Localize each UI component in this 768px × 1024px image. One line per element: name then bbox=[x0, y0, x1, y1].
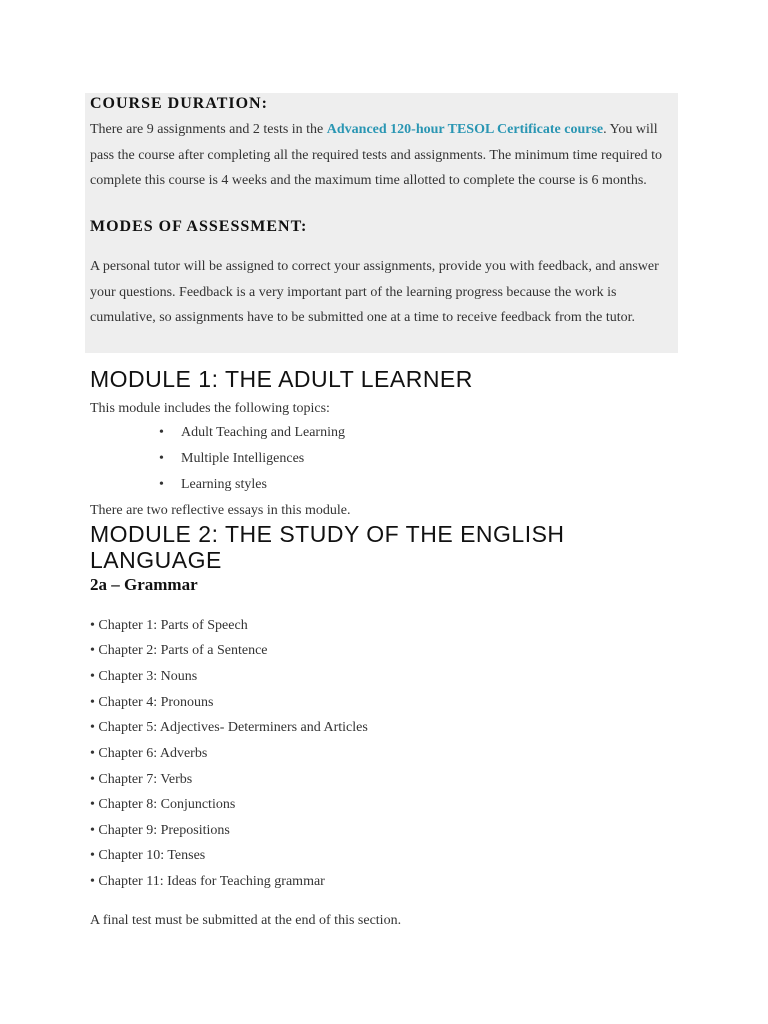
list-item: • Chapter 6: Adverbs bbox=[90, 746, 208, 761]
list-item: • Chapter 1: Parts of Speech bbox=[90, 618, 248, 633]
list-item: • Chapter 2: Parts of a Sentence bbox=[90, 643, 268, 658]
list-item: • Chapter 3: Nouns bbox=[90, 669, 198, 684]
list-item: • Chapter 11: Ideas for Teaching grammar bbox=[90, 874, 325, 889]
tesol-course-link[interactable]: Advanced 120-hour TESOL Certificate course bbox=[326, 122, 604, 137]
bullet-icon: • bbox=[159, 477, 164, 492]
topic-label: Multiple Intelligences bbox=[181, 451, 305, 466]
bullet-icon: • bbox=[159, 451, 164, 466]
topic-label: Learning styles bbox=[181, 477, 267, 492]
module2-final-note: A final test must be submitted at the end of this section. bbox=[90, 913, 402, 928]
module1-intro: This module includes the following topics: bbox=[90, 401, 330, 416]
module1-title: MODULE 1: THE ADULT LEARNER bbox=[90, 366, 473, 392]
module1-note: There are two reflective essays in this module. bbox=[90, 503, 351, 518]
list-item: • Chapter 10: Tenses bbox=[90, 848, 206, 863]
modes-of-assessment-paragraph: A personal tutor will be assigned to correct your assignments, provide you with feedback, and answer your questions. Feedback is a very important part of the learning progress because the work is cumulative, so assignments have to be submitted one at a time to receive feedback from the tutor. bbox=[90, 259, 659, 325]
course-duration-paragraph bbox=[90, 117, 685, 194]
module2-title: MODULE 2: THE STUDY OF THE ENGLISH LANGUAGE bbox=[90, 521, 565, 573]
course-duration-heading: COURSE DURATION: bbox=[90, 95, 268, 112]
chapter-list bbox=[90, 618, 590, 898]
module1-topic-list bbox=[159, 425, 459, 505]
bullet-icon: • bbox=[159, 425, 164, 440]
modes-of-assessment-heading: MODES OF ASSESSMENT: bbox=[90, 218, 308, 235]
topic-label: Adult Teaching and Learning bbox=[181, 425, 345, 440]
list-item: • Chapter 9: Prepositions bbox=[90, 823, 230, 838]
list-item: • Chapter 8: Conjunctions bbox=[90, 797, 236, 812]
list-item: • Chapter 7: Verbs bbox=[90, 772, 193, 787]
course-duration-text-start: There are 9 assignments and 2 tests in the bbox=[90, 122, 327, 137]
list-item: • Chapter 5: Adjectives- Determiners and Articles bbox=[90, 720, 368, 735]
grammar-subheading: 2a – Grammar bbox=[90, 575, 198, 594]
course-duration-text-end: . You will pass the course after completing all the required tests and assignments. The minimum time required to complete this course is 4 weeks and the maximum time allotted to complete the course is 6 months. bbox=[90, 122, 663, 188]
list-item: • Chapter 4: Pronouns bbox=[90, 695, 214, 710]
